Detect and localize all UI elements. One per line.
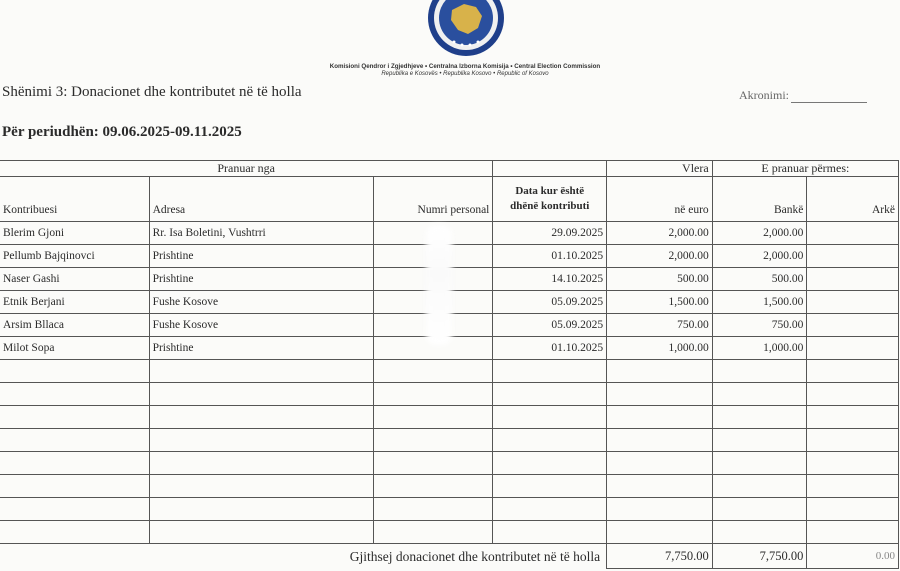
cell-bank: 1,000.00: [712, 337, 807, 360]
cell-address: Fushe Kosove: [149, 291, 373, 314]
empty-cell: [149, 406, 373, 429]
empty-cell: [149, 383, 373, 406]
cell-cash: [807, 268, 899, 291]
cell-value: 2,000.00: [607, 222, 713, 245]
cell-date: 05.09.2025: [493, 291, 607, 314]
donations-table: [0, 160, 899, 569]
empty-cell: [493, 360, 607, 383]
cell-contributor: Milot Sopa: [0, 337, 149, 360]
empty-row: [0, 498, 899, 521]
empty-cell: [807, 475, 899, 498]
empty-cell: [373, 452, 493, 475]
empty-cell: [149, 452, 373, 475]
empty-cell: [0, 383, 149, 406]
empty-cell: [373, 360, 493, 383]
empty-row: [0, 475, 899, 498]
cell-address: Rr. Isa Boletini, Vushtrri: [149, 222, 373, 245]
empty-cell: [807, 521, 899, 544]
cell-value: 1,500.00: [607, 291, 713, 314]
cell-bank: 2,000.00: [712, 245, 807, 268]
empty-cell: [149, 475, 373, 498]
col-value: në euro: [607, 177, 713, 222]
empty-cell: [493, 452, 607, 475]
empty-cell: [493, 521, 607, 544]
empty-cell: [149, 521, 373, 544]
cell-value: 2,000.00: [607, 245, 713, 268]
empty-cell: [149, 360, 373, 383]
page-title: Shënimi 3: Donacionet dhe kontributet në të holla: [2, 84, 302, 100]
empty-cell: [373, 429, 493, 452]
total-cash: 0.00: [807, 544, 899, 569]
cell-bank: 2,000.00: [712, 222, 807, 245]
col-date: [493, 177, 607, 222]
empty-cell: [607, 360, 713, 383]
empty-cell: [607, 475, 713, 498]
cell-bank: 750.00: [712, 314, 807, 337]
total-value: 7,750.00: [607, 544, 713, 569]
cell-address: Fushe Kosove: [149, 314, 373, 337]
cell-cash: [807, 314, 899, 337]
col-contributor: Kontribuesi: [0, 177, 149, 222]
col-date-line2: dhënë kontributi: [510, 200, 590, 212]
org-name-line: Komisioni Qendror i Zgjedhjeve • Centralna Izborna Komisija • Central Election Commission: [329, 63, 601, 70]
cell-cash: [807, 291, 899, 314]
cell-value: 1,000.00: [607, 337, 713, 360]
empty-cell: [493, 406, 607, 429]
empty-cell: [607, 429, 713, 452]
cell-address: Prishtine: [149, 245, 373, 268]
empty-cell: [373, 383, 493, 406]
cell-contributor: Arsim Bllaca: [0, 314, 149, 337]
empty-row: [0, 406, 899, 429]
total-label: Gjithsej donacionet dhe kontributet në të holla: [0, 544, 607, 569]
empty-cell: [0, 406, 149, 429]
group-header-row: [0, 161, 899, 177]
acronym-field: [739, 88, 867, 103]
empty-cell: [807, 360, 899, 383]
empty-cell: [493, 429, 607, 452]
empty-cell: [373, 406, 493, 429]
redaction-blur: [426, 225, 452, 345]
empty-cell: [149, 429, 373, 452]
col-date-line1: Data kur është: [515, 185, 585, 197]
empty-cell: [149, 498, 373, 521]
empty-cell: [373, 475, 493, 498]
period-label: Për periudhën: 09.06.2025-09.11.2025: [2, 124, 242, 140]
empty-row: [0, 360, 899, 383]
empty-row: [0, 521, 899, 544]
cell-bank: 1,500.00: [712, 291, 807, 314]
total-bank: 7,750.00: [712, 544, 807, 569]
empty-cell: [712, 383, 807, 406]
empty-cell: [493, 383, 607, 406]
empty-cell: [607, 452, 713, 475]
empty-cell: [0, 360, 149, 383]
empty-cell: [807, 498, 899, 521]
empty-cell: [607, 498, 713, 521]
empty-cell: [807, 406, 899, 429]
empty-cell: [607, 406, 713, 429]
empty-cell: [0, 498, 149, 521]
empty-cell: [712, 452, 807, 475]
cell-address: Prishtine: [149, 337, 373, 360]
cell-value: 750.00: [607, 314, 713, 337]
cell-date: 01.10.2025: [493, 337, 607, 360]
column-header-row: [0, 177, 899, 222]
cec-emblem-logo: [424, 0, 508, 56]
empty-cell: [807, 383, 899, 406]
empty-row: [0, 429, 899, 452]
acronym-blank-line: [791, 91, 867, 103]
empty-cell: [0, 521, 149, 544]
cell-cash: [807, 245, 899, 268]
cell-contributor: Pellumb Bajqinovci: [0, 245, 149, 268]
empty-cell: [493, 498, 607, 521]
acronym-label: Akronimi:: [739, 88, 789, 102]
empty-cell: [373, 521, 493, 544]
cell-contributor: Blerim Gjoni: [0, 222, 149, 245]
cell-cash: [807, 222, 899, 245]
col-address: Adresa: [149, 177, 373, 222]
cell-bank: 500.00: [712, 268, 807, 291]
col-bank: Bankë: [712, 177, 807, 222]
empty-cell: [0, 452, 149, 475]
cell-date: 05.09.2025: [493, 314, 607, 337]
empty-cell: [373, 498, 493, 521]
org-republic-line: Republika e Kosovës • Republika Kosovo • Republic of Kosovo: [381, 71, 549, 77]
empty-cell: [0, 475, 149, 498]
group-received-via: E pranuar përmes:: [712, 161, 898, 177]
empty-cell: [607, 521, 713, 544]
col-cash: Arkë: [807, 177, 899, 222]
total-row: [0, 544, 899, 569]
empty-cell: [807, 452, 899, 475]
cell-address: Prishtine: [149, 268, 373, 291]
cell-value: 500.00: [607, 268, 713, 291]
empty-row: [0, 383, 899, 406]
col-personal-number: Numri personal: [373, 177, 493, 222]
empty-cell: [712, 475, 807, 498]
empty-cell: [712, 360, 807, 383]
empty-cell: [607, 383, 713, 406]
empty-cell: [0, 429, 149, 452]
group-received-from: Pranuar nga: [0, 161, 493, 177]
empty-cell: [712, 498, 807, 521]
empty-cell: [712, 429, 807, 452]
cell-date: 01.10.2025: [493, 245, 607, 268]
group-empty: [493, 161, 607, 177]
cell-contributor: Etnik Berjani: [0, 291, 149, 314]
empty-cell: [712, 406, 807, 429]
empty-cell: [493, 475, 607, 498]
cell-date: 29.09.2025: [493, 222, 607, 245]
empty-row: [0, 452, 899, 475]
group-value: Vlera: [607, 161, 713, 177]
empty-cell: [807, 429, 899, 452]
cell-contributor: Naser Gashi: [0, 268, 149, 291]
cell-cash: [807, 337, 899, 360]
cell-date: 14.10.2025: [493, 268, 607, 291]
empty-cell: [712, 521, 807, 544]
